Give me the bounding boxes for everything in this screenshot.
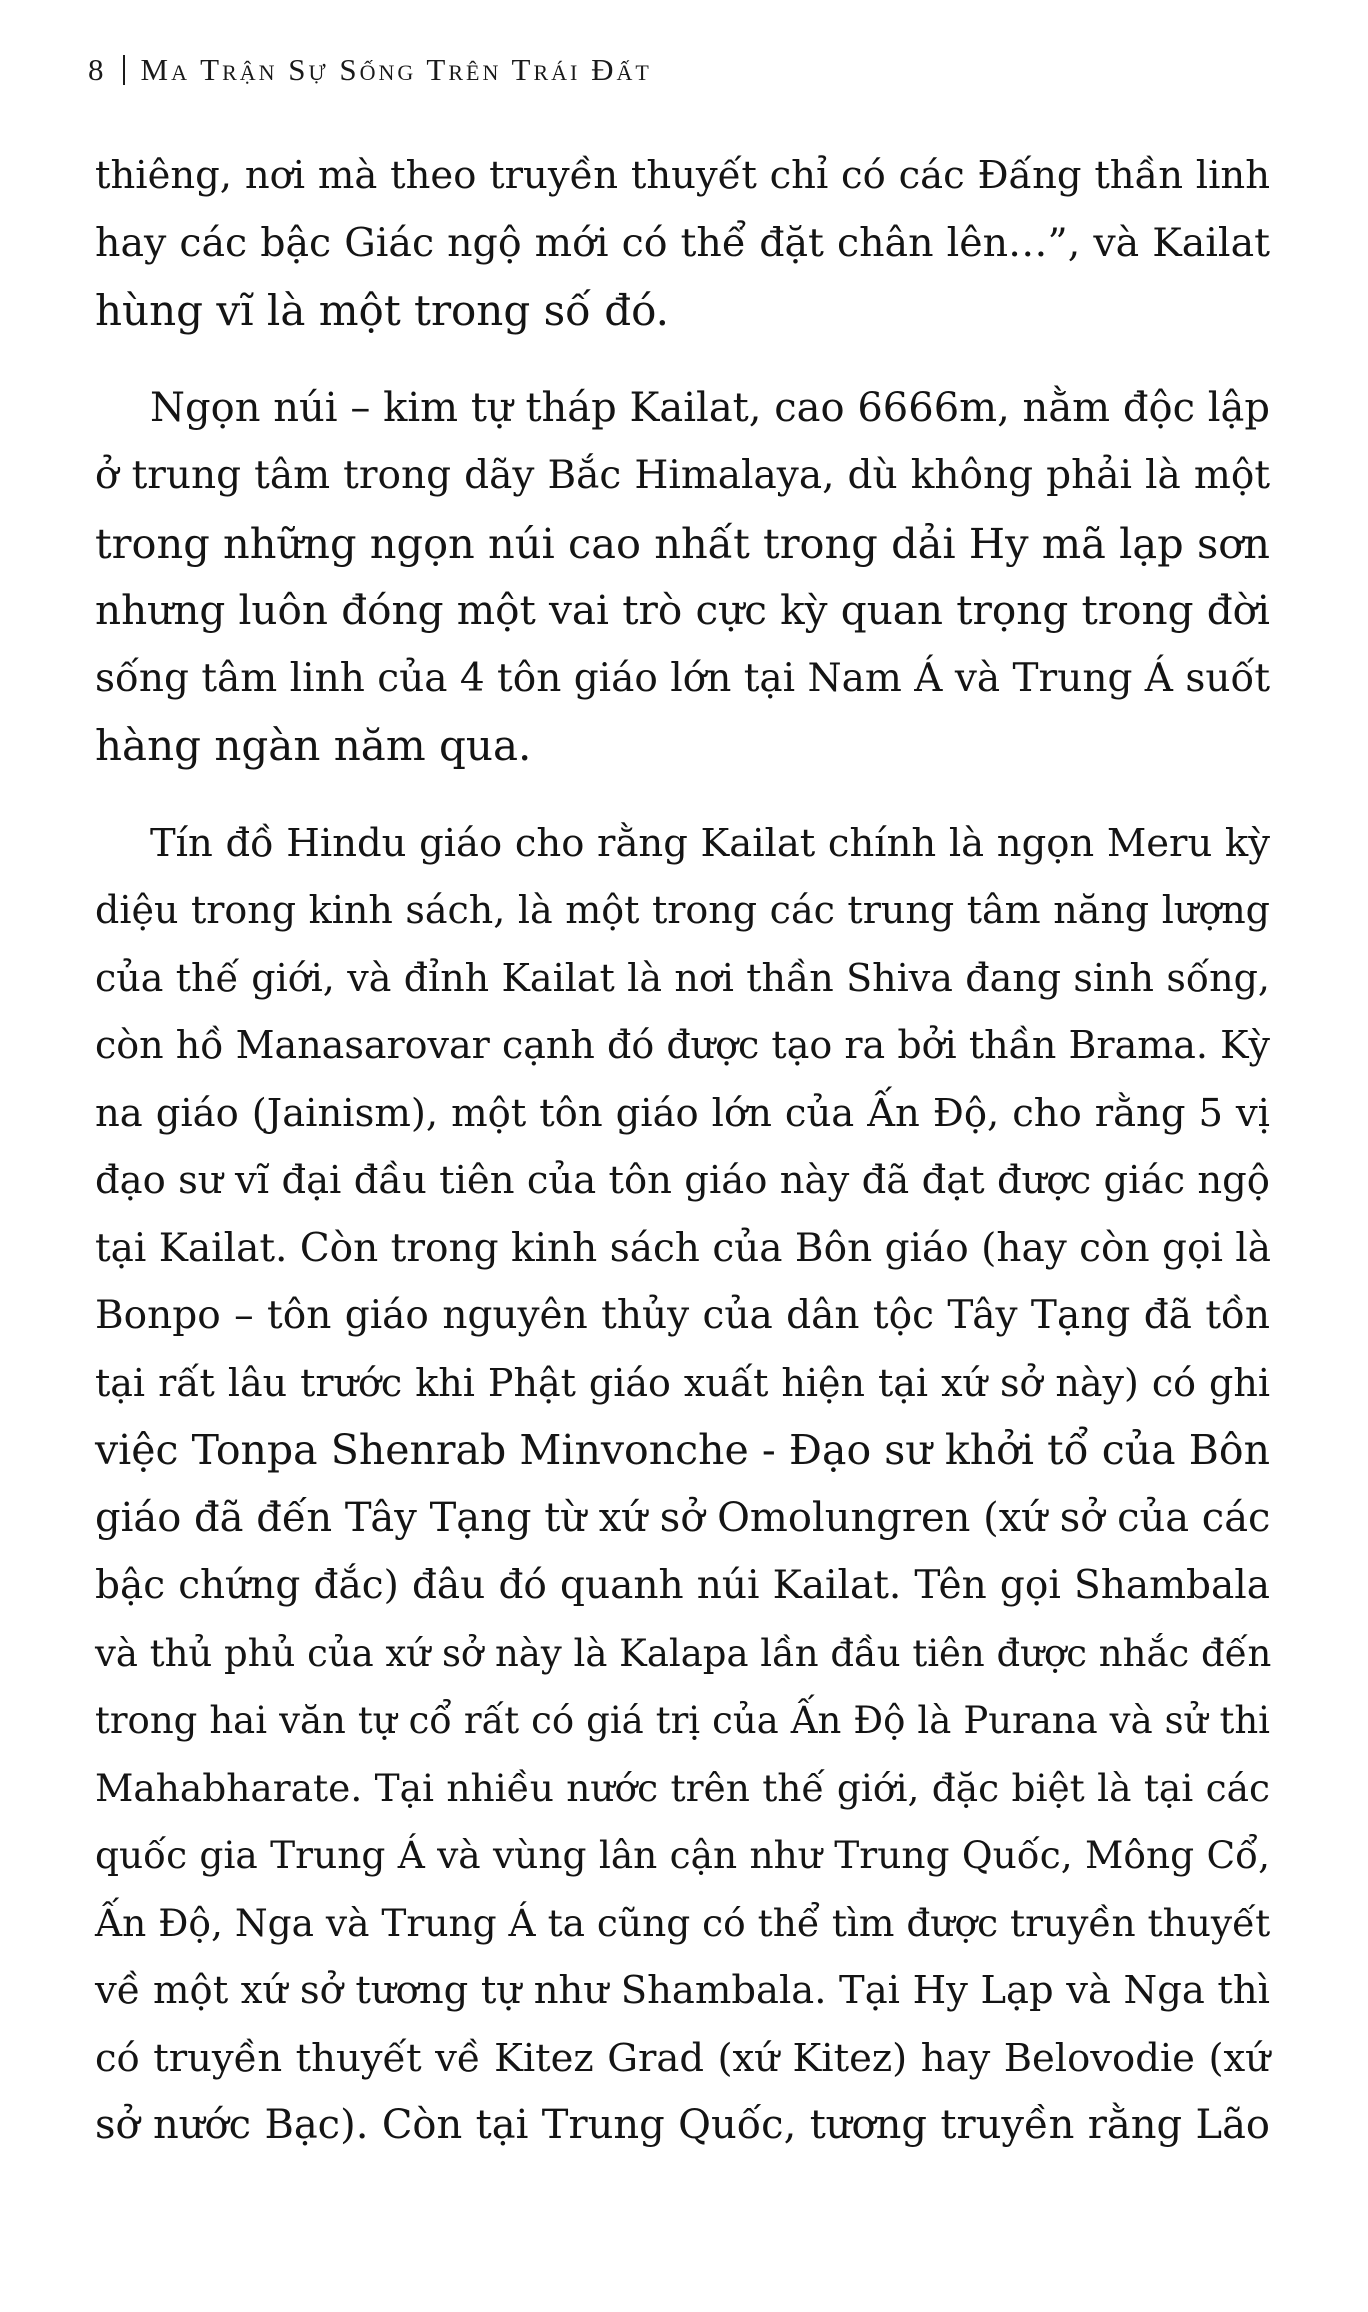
text-line: diệu trong kinh sách, là một trong các trung tâm năng lượng bbox=[95, 888, 1270, 932]
text-line: hùng vĩ là một trong số đó. bbox=[95, 286, 669, 335]
text-line: Ngọn núi – kim tự tháp Kailat, cao 6666m, nằm độc lập bbox=[150, 384, 1270, 431]
paragraph-3 bbox=[95, 810, 1270, 2160]
text-line: nhưng luôn đóng một vai trò cực kỳ quan trọng trong đời bbox=[95, 586, 1270, 634]
paragraph-2 bbox=[95, 375, 1270, 780]
text-line: còn hồ Manasarovar cạnh đó được tạo ra bởi thần Brama. Kỳ bbox=[95, 1023, 1270, 1067]
text-line: Tín đồ Hindu giáo cho rằng Kailat chính là ngọn Meru kỳ bbox=[150, 820, 1270, 866]
text-line: Mahabharate. Tại nhiều nước trên thế giới, đặc biệt là tại các bbox=[95, 1765, 1270, 1810]
page-number: 8 bbox=[88, 52, 107, 87]
text-line: hàng ngàn năm qua. bbox=[95, 721, 532, 770]
text-line: về một xứ sở tương tự như Shambala. Tại Hy Lạp và Nga thì bbox=[95, 1968, 1270, 2013]
text-line: việc Tonpa Shenrab Minvonche - Đạo sư khởi tổ của Bôn bbox=[95, 1426, 1270, 1474]
text-line: ở trung tâm trong dãy Bắc Himalaya, dù không phải là một bbox=[95, 453, 1270, 498]
text-line: tại rất lâu trước khi Phật giáo xuất hiện tại xứ sở này) có ghi bbox=[95, 1360, 1270, 1405]
text-line: quốc gia Trung Á và vùng lân cận như Trung Quốc, Mông Cổ, bbox=[95, 1833, 1270, 1877]
text-line: bậc chứng đắc) đâu đó quanh núi Kailat. Tên gọi Shambala bbox=[95, 1563, 1270, 1608]
paragraph-1 bbox=[95, 142, 1270, 345]
text-line: của thế giới, và đỉnh Kailat là nơi thần Shiva đang sinh sống, bbox=[95, 955, 1270, 1000]
text-line: thiêng, nơi mà theo truyền thuyết chỉ có các Đấng thần linh bbox=[95, 153, 1270, 198]
header-separator bbox=[123, 55, 125, 85]
text-line: giáo đã đến Tây Tạng từ xứ sở Omolungren (xứ sở của các bbox=[95, 1494, 1271, 1541]
book-title: Ma Trận Sự Sống Trên Trái Đất bbox=[140, 52, 652, 87]
paragraph-gap bbox=[95, 345, 1270, 375]
text-line: đạo sư vĩ đại đầu tiên của tôn giáo này đã đạt được giác ngộ bbox=[95, 1158, 1270, 1203]
text-line: và thủ phủ của xứ sở này là Kalapa lần đầu tiên được nhắc đến bbox=[95, 1631, 1272, 1675]
text-line: tại Kailat. Còn trong kinh sách của Bôn giáo (hay còn gọi là bbox=[95, 1225, 1272, 1271]
text-line: hay các bậc Giác ngộ mới có thể đặt chân lên…”, và Kailat bbox=[95, 219, 1270, 266]
text-line: sở nước Bạc). Còn tại Trung Quốc, tương truyền rằng Lão bbox=[95, 2102, 1270, 2148]
running-header bbox=[88, 52, 652, 88]
paragraph-gap bbox=[95, 780, 1270, 810]
text-line: Ấn Độ, Nga và Trung Á ta cũng có thể tìm được truyền thuyết bbox=[95, 1900, 1271, 1945]
text-line: có truyền thuyết về Kitez Grad (xứ Kitez) hay Belovodie (xứ bbox=[95, 2035, 1270, 2081]
text-line: sống tâm linh của 4 tôn giáo lớn tại Nam Á và Trung Á suốt bbox=[95, 655, 1271, 701]
body-text bbox=[95, 142, 1270, 2160]
text-line: na giáo (Jainism), một tôn giáo lớn của Ấn Độ, cho rằng 5 vị bbox=[95, 1090, 1270, 1136]
text-line: Bonpo – tôn giáo nguyên thủy của dân tộc Tây Tạng đã tồn bbox=[95, 1293, 1270, 1338]
text-line: trong những ngọn núi cao nhất trong dải Hy mã lạp sơn bbox=[95, 518, 1270, 568]
text-line: trong hai văn tự cổ rất có giá trị của Ấn Độ là Purana và sử thi bbox=[95, 1699, 1270, 1742]
